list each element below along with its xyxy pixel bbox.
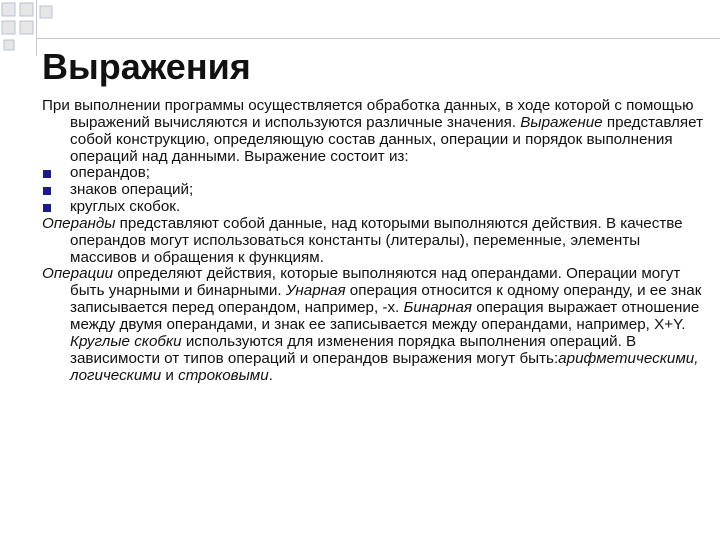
list-item (42, 165, 708, 182)
term-string: строковыми (178, 366, 269, 384)
term-unary: Унарная (285, 282, 346, 300)
list-item-text: круглых скобок. (70, 198, 181, 216)
vertical-divider (36, 0, 37, 56)
bullet-square-icon (43, 187, 51, 195)
operands-text: представляют собой данные, над которыми выполняются действия. В качестве операндов могут использоваться константы (литералы), переменные, элементы массивов и обращения к функциям. (70, 214, 683, 266)
term-expression: Выражение (520, 113, 603, 131)
deco-square (4, 40, 14, 50)
operations-text: операция выражает отношение между двумя операндами, и знак ее записывается между операндами, например, X+Y. (70, 299, 700, 333)
operations-text: определяют действия, которые выполняются над операндами. Операции могут быть унарными и бинарными. (70, 265, 681, 300)
bullet-square-icon (43, 170, 51, 178)
term-operations: Операции (42, 265, 114, 283)
operations-text: используются для изменения порядка выполнения операций. В зависимости от типов операций и операндов выражения могут быть: (70, 332, 637, 367)
paragraph-operands (42, 216, 708, 267)
term-operands: Операнды (42, 214, 116, 232)
deco-square (20, 3, 33, 16)
paragraph-operations (42, 266, 708, 384)
term-arith-logical: арифметическими, логическими (70, 349, 699, 384)
slide-title: Выражения (42, 46, 251, 87)
operations-text: операция относится к одному операнду, и ее знак записывается перед операндом, например, -x. (70, 282, 702, 317)
slide-body (42, 98, 708, 384)
intro-text: представляет собой конструкцию, определяющую состав данных, операции и порядок выполнения операций над данными. Выражение состоит из: (70, 113, 704, 165)
list-item (42, 182, 708, 199)
term-parentheses: Круглые скобки (70, 332, 182, 350)
intro-text: При выполнении программы осуществляется обработка данных, в ходе которой с помощью выражений вычисляются и используются различные значения. (42, 97, 694, 131)
paragraph-intro (42, 98, 708, 165)
operations-text: . (268, 366, 273, 384)
term-binary: Бинарная (403, 299, 472, 317)
deco-square (20, 21, 33, 34)
list-item-text: операндов; (70, 164, 150, 182)
bullet-square-icon (43, 204, 51, 212)
deco-square (2, 21, 15, 34)
deco-square (40, 6, 52, 18)
deco-square (2, 3, 15, 16)
operations-text: и (161, 366, 179, 384)
list-item (42, 199, 708, 216)
header-divider (36, 38, 720, 39)
list-item-text: знаков операций; (70, 181, 194, 199)
